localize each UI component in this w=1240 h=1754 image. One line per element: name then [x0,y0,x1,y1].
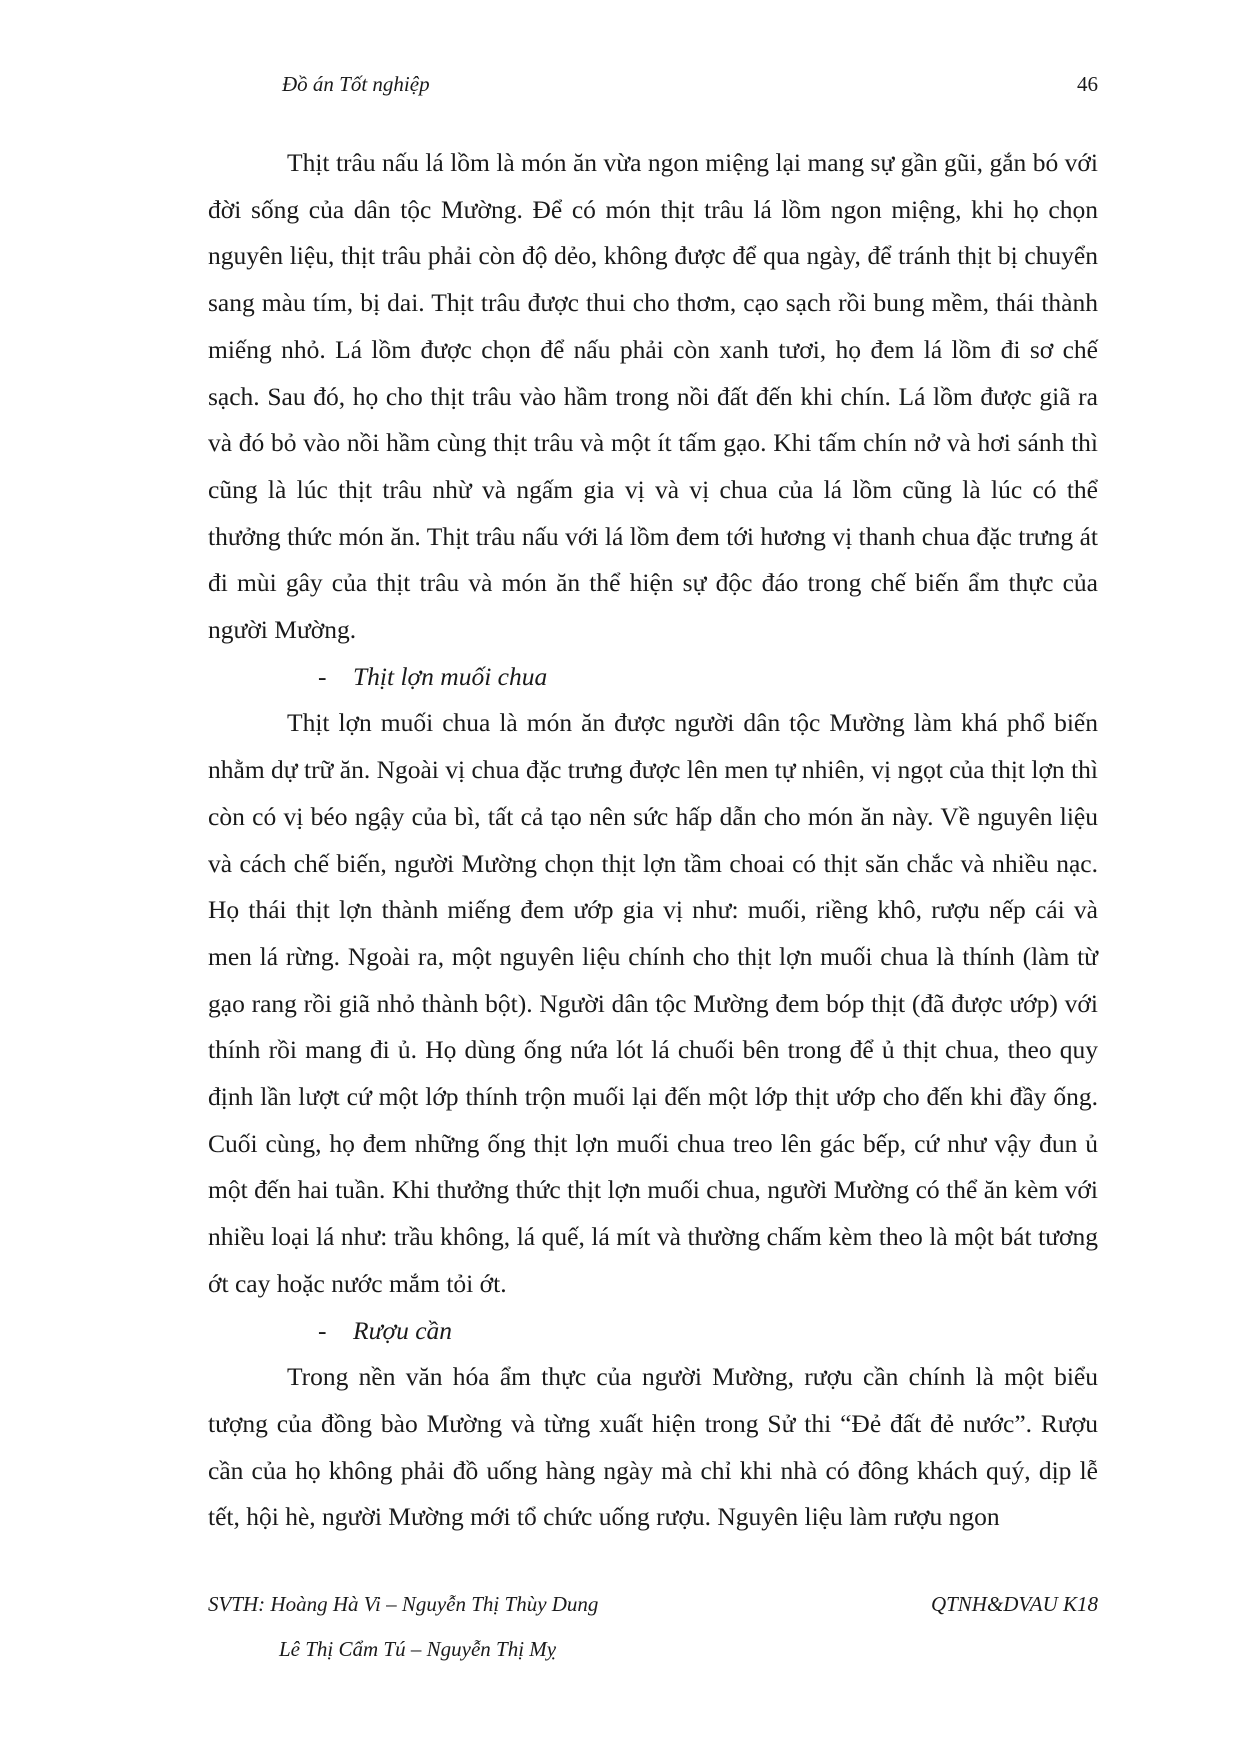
page-header [282,72,1098,108]
list-item-label: Thịt lợn muối chua [353,661,548,691]
list-item-rice-wine [208,1308,1098,1355]
footer-authors-line2: Lê Thị Cẩm Tú – Nguyễn Thị Mỵ [279,1637,557,1661]
page-number: 46 [1077,72,1098,96]
footer-authors-line1: SVTH: Hoàng Hà Vi – Nguyễn Thị Thùy Dung [208,1592,599,1616]
list-dash: - [318,1315,327,1345]
paragraph-pickled-pork: Thịt lợn muối chua là món ăn được người dân tộc Mường làm khá phổ biến nhằm dự trữ ăn. Ngoài vị chua đặc trưng được lên men tự nhiên, vị ngọt của thịt lợn thì còn có vị béo ngậy của bì, tất cả tạo nên sức hấp dẫn cho món ăn này. Về nguyên liệu và cách chế biến, người Mường chọn thịt lợn tầm choai có thịt săn chắc và nhiều nạc. Họ thái thịt lợn thành miếng đem ướp gia vị như: muối, riềng khô, rượu nếp cái và men lá rừng. Ngoài ra, một nguyên liệu chính cho thịt lợn muối chua là thính (làm từ gạo rang rồi giã nhỏ thành bột). Người dân tộc Mường đem bóp thịt (đã được ướp) với thính rồi mang đi ủ. Họ dùng ống nứa lót lá chuối bên trong để ủ thịt chua, theo quy định lần lượt cứ một lớp thính trộn muối lại đến một lớp thịt ướp cho đến khi đầy ống. Cuối cùng, họ đem những ống thịt lợn muối chua treo lên gác bếp, cứ như vậy đun ủ một đến hai tuần. Khi thưởng thức thịt lợn muối chua, người Mường có thể ăn kèm với nhiều loại lá như: trầu không, lá quế, lá mít và thường chấm kèm theo là một bát tương ớt cay hoặc nước mắm tỏi ớt. [208,708,1098,1298]
list-item-pickled-pork [208,654,1098,701]
paragraph-rice-wine: Trong nền văn hóa ẩm thực của người Mường, rượu cần chính là một biểu tượng của đồng bào Mường và từng xuất hiện trong Sử thi “Đẻ đất đẻ nước”. Rượu cần của họ không phải đồ uống hàng ngày mà chỉ khi nhà có đông khách quý, dịp lễ tết, hội hè, người Mường mới tổ chức uống rượu. Nguyên liệu làm rượu ngon [208,1362,1098,1532]
paragraph-buffalo-meat: Thịt trâu nấu lá lồm là món ăn vừa ngon miệng lại mang sự gần gũi, gắn bó với đời sống của dân tộc Mường. Để có món thịt trâu lá lồm ngon miệng, khi họ chọn nguyên liệu, thịt trâu phải còn độ dẻo, không được để qua ngày, để tránh thịt bị chuyển sang màu tím, bị dai. Thịt trâu được thui cho thơm, cạo sạch rồi bung mềm, thái thành miếng nhỏ. Lá lồm được chọn để nấu phải còn xanh tươi, họ đem lá lồm đi sơ chế sạch. Sau đó, họ cho thịt trâu vào hầm trong nồi đất đến khi chín. Lá lồm được giã ra và đó bỏ vào nồi hầm cùng thịt trâu và một ít tấm gạo. Khi tấm chín nở và hơi sánh thì cũng là lúc thịt trâu nhừ và ngấm gia vị và vị chua của lá lồm cũng là lúc có thể thưởng thức món ăn. Thịt trâu nấu với lá lồm đem tới hương vị thanh chua đặc trưng át đi mùi gây của thịt trâu và món ăn thể hiện sự độc đáo trong chế biến ẩm thực của người Mường. [208,148,1098,645]
body-text [208,140,1098,1541]
footer-class-code: QTNH&DVAU K18 [930,1592,1098,1616]
header-title: Đồ án Tốt nghiệp [282,72,430,96]
page-footer [208,1592,1098,1682]
list-dash: - [318,661,327,691]
list-item-label: Rượu cần [353,1315,453,1345]
